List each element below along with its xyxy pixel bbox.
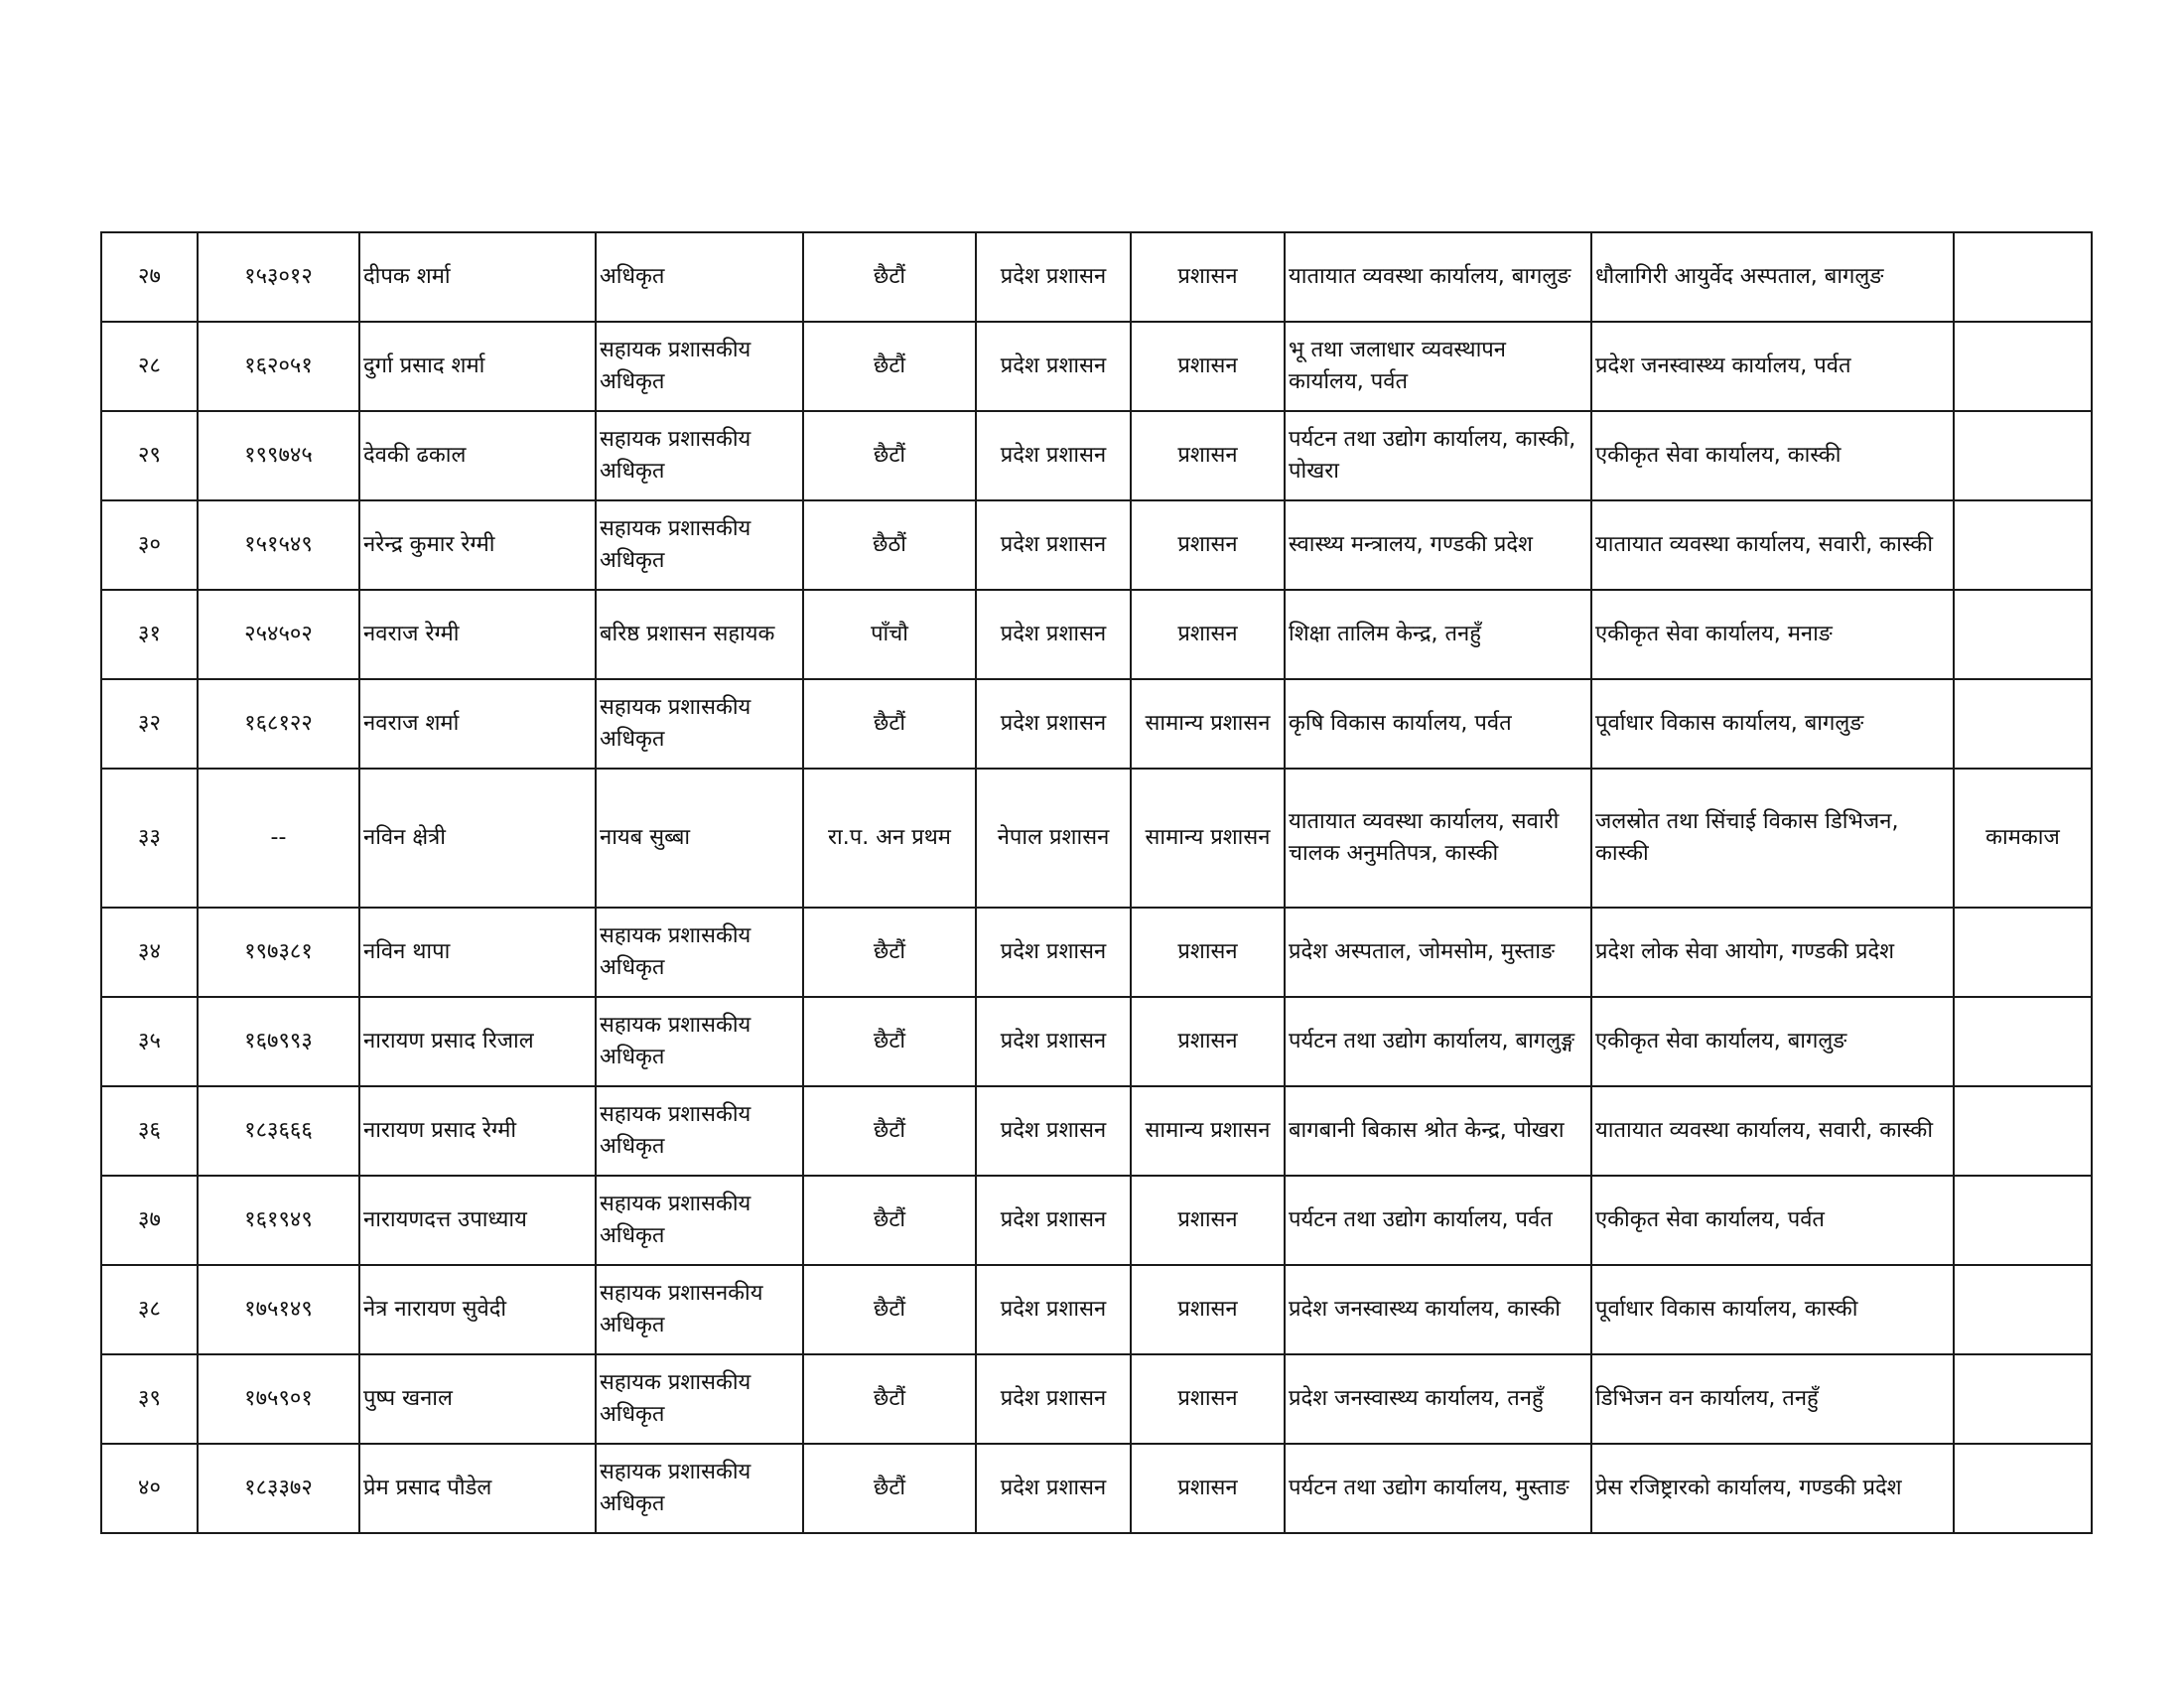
service-cell: प्रदेश प्रशासन [976, 322, 1131, 411]
remarks-cell [1954, 908, 2092, 997]
remarks-cell [1954, 1444, 2092, 1533]
name-cell: नवराज शर्मा [359, 679, 596, 769]
name-cell: नेत्र नारायण सुवेदी [359, 1265, 596, 1354]
level-cell: पाँचौ [803, 590, 976, 679]
current-office-cell: बागबानी बिकास श्रोत केन्द्र, पोखरा [1285, 1086, 1591, 1176]
code-cell: १८३६६६ [198, 1086, 359, 1176]
name-cell: दुर्गा प्रसाद शर्मा [359, 322, 596, 411]
post-cell: सहायक प्रशासकीय अधिकृत [596, 500, 803, 590]
table-row [101, 1354, 2092, 1444]
group-cell: प्रशासन [1131, 232, 1285, 322]
serial-cell: ३० [101, 500, 198, 590]
current-office-cell: पर्यटन तथा उद्योग कार्यालय, बागलुङ्ग [1285, 997, 1591, 1086]
serial-cell: ३६ [101, 1086, 198, 1176]
remarks-cell [1954, 1265, 2092, 1354]
remarks-cell [1954, 232, 2092, 322]
table-row [101, 232, 2092, 322]
group-cell: प्रशासन [1131, 1444, 1285, 1533]
remarks-cell [1954, 590, 2092, 679]
table-row [101, 322, 2092, 411]
level-cell: छैटौं [803, 908, 976, 997]
service-cell: प्रदेश प्रशासन [976, 500, 1131, 590]
current-office-cell: प्रदेश जनस्वास्थ्य कार्यालय, तनहुँ [1285, 1354, 1591, 1444]
service-cell: प्रदेश प्रशासन [976, 411, 1131, 500]
group-cell: प्रशासन [1131, 590, 1285, 679]
code-cell: १५१५४९ [198, 500, 359, 590]
level-cell: छैटौं [803, 1176, 976, 1265]
transfer-table [100, 231, 2093, 1534]
name-cell: नारायण प्रसाद रेग्मी [359, 1086, 596, 1176]
new-office-cell: पूर्वाधार विकास कार्यालय, बागलुङ [1591, 679, 1954, 769]
post-cell: बरिष्ठ प्रशासन सहायक [596, 590, 803, 679]
post-cell: सहायक प्रशासकीय अधिकृत [596, 1444, 803, 1533]
new-office-cell: प्रदेश लोक सेवा आयोग, गण्डकी प्रदेश [1591, 908, 1954, 997]
group-cell: प्रशासन [1131, 322, 1285, 411]
group-cell: प्रशासन [1131, 1354, 1285, 1444]
serial-cell: ३१ [101, 590, 198, 679]
name-cell: पुष्प खनाल [359, 1354, 596, 1444]
remarks-cell [1954, 411, 2092, 500]
group-cell: प्रशासन [1131, 997, 1285, 1086]
current-office-cell: प्रदेश जनस्वास्थ्य कार्यालय, कास्की [1285, 1265, 1591, 1354]
service-cell: प्रदेश प्रशासन [976, 1354, 1131, 1444]
new-office-cell: डिभिजन वन कार्यालय, तनहुँ [1591, 1354, 1954, 1444]
level-cell: छैटौं [803, 322, 976, 411]
table-row [101, 679, 2092, 769]
serial-cell: ३८ [101, 1265, 198, 1354]
name-cell: नारायणदत्त उपाध्याय [359, 1176, 596, 1265]
current-office-cell: भू तथा जलाधार व्यवस्थापन कार्यालय, पर्वत [1285, 322, 1591, 411]
table-row [101, 908, 2092, 997]
serial-cell: ३९ [101, 1354, 198, 1444]
level-cell: छैटौं [803, 411, 976, 500]
new-office-cell: यातायात व्यवस्था कार्यालय, सवारी, कास्की [1591, 1086, 1954, 1176]
group-cell: प्रशासन [1131, 411, 1285, 500]
table-row [101, 997, 2092, 1086]
remarks-cell [1954, 1176, 2092, 1265]
name-cell: दीपक शर्मा [359, 232, 596, 322]
remarks-cell [1954, 1086, 2092, 1176]
post-cell: सहायक प्रशासकीय अधिकृत [596, 411, 803, 500]
table-row [101, 590, 2092, 679]
serial-cell: २७ [101, 232, 198, 322]
service-cell: प्रदेश प्रशासन [976, 590, 1131, 679]
serial-cell: २८ [101, 322, 198, 411]
new-office-cell: यातायात व्यवस्था कार्यालय, सवारी, कास्की [1591, 500, 1954, 590]
serial-cell: ३५ [101, 997, 198, 1086]
new-office-cell: प्रेस रजिष्ट्रारको कार्यालय, गण्डकी प्रदेश [1591, 1444, 1954, 1533]
post-cell: सहायक प्रशासकीय अधिकृत [596, 1176, 803, 1265]
name-cell: नविन थापा [359, 908, 596, 997]
serial-cell: २९ [101, 411, 198, 500]
service-cell: प्रदेश प्रशासन [976, 232, 1131, 322]
post-cell: सहायक प्रशासकीय अधिकृत [596, 1086, 803, 1176]
service-cell: प्रदेश प्रशासन [976, 1265, 1131, 1354]
group-cell: सामान्य प्रशासन [1131, 679, 1285, 769]
current-office-cell: यातायात व्यवस्था कार्यालय, सवारी चालक अनुमतिपत्र, कास्की [1285, 769, 1591, 908]
service-cell: प्रदेश प्रशासन [976, 908, 1131, 997]
table-row [101, 769, 2092, 908]
remarks-cell [1954, 679, 2092, 769]
level-cell: छैटौं [803, 1354, 976, 1444]
new-office-cell: पूर्वाधार विकास कार्यालय, कास्की [1591, 1265, 1954, 1354]
new-office-cell: एकीकृत सेवा कार्यालय, मनाङ [1591, 590, 1954, 679]
serial-cell: ४० [101, 1444, 198, 1533]
post-cell: सहायक प्रशासनकीय अधिकृत [596, 1265, 803, 1354]
remarks-cell: कामकाज [1954, 769, 2092, 908]
code-cell: १७५१४९ [198, 1265, 359, 1354]
code-cell: १९७३८१ [198, 908, 359, 997]
remarks-cell [1954, 500, 2092, 590]
code-cell: -- [198, 769, 359, 908]
serial-cell: ३३ [101, 769, 198, 908]
service-cell: प्रदेश प्रशासन [976, 997, 1131, 1086]
table-row [101, 1086, 2092, 1176]
level-cell: रा.प. अन प्रथम [803, 769, 976, 908]
group-cell: प्रशासन [1131, 1176, 1285, 1265]
service-cell: नेपाल प्रशासन [976, 769, 1131, 908]
name-cell: प्रेम प्रसाद पौडेल [359, 1444, 596, 1533]
code-cell: १६७९९३ [198, 997, 359, 1086]
group-cell: प्रशासन [1131, 1265, 1285, 1354]
group-cell: सामान्य प्रशासन [1131, 769, 1285, 908]
name-cell: देवकी ढकाल [359, 411, 596, 500]
code-cell: २५४५०२ [198, 590, 359, 679]
post-cell: सहायक प्रशासकीय अधिकृत [596, 997, 803, 1086]
new-office-cell: एकीकृत सेवा कार्यालय, कास्की [1591, 411, 1954, 500]
remarks-cell [1954, 997, 2092, 1086]
table-row [101, 500, 2092, 590]
current-office-cell: पर्यटन तथा उद्योग कार्यालय, कास्की, पोखरा [1285, 411, 1591, 500]
level-cell: छैठौं [803, 500, 976, 590]
post-cell: सहायक प्रशासकीय अधिकृत [596, 679, 803, 769]
post-cell: नायब सुब्बा [596, 769, 803, 908]
code-cell: १९९७४५ [198, 411, 359, 500]
post-cell: अधिकृत [596, 232, 803, 322]
table-row [101, 1444, 2092, 1533]
remarks-cell [1954, 322, 2092, 411]
current-office-cell: कृषि विकास कार्यालय, पर्वत [1285, 679, 1591, 769]
code-cell: १७५९०१ [198, 1354, 359, 1444]
current-office-cell: पर्यटन तथा उद्योग कार्यालय, पर्वत [1285, 1176, 1591, 1265]
current-office-cell: पर्यटन तथा उद्योग कार्यालय, मुस्ताङ [1285, 1444, 1591, 1533]
service-cell: प्रदेश प्रशासन [976, 1176, 1131, 1265]
new-office-cell: प्रदेश जनस्वास्थ्य कार्यालय, पर्वत [1591, 322, 1954, 411]
name-cell: नरेन्द्र कुमार रेग्मी [359, 500, 596, 590]
new-office-cell: जलस्रोत तथा सिंचाई विकास डिभिजन, कास्की [1591, 769, 1954, 908]
level-cell: छैटौं [803, 1086, 976, 1176]
group-cell: प्रशासन [1131, 908, 1285, 997]
code-cell: १८३३७२ [198, 1444, 359, 1533]
post-cell: सहायक प्रशासकीय अधिकृत [596, 1354, 803, 1444]
service-cell: प्रदेश प्रशासन [976, 679, 1131, 769]
table-row [101, 1265, 2092, 1354]
name-cell: नारायण प्रसाद रिजाल [359, 997, 596, 1086]
table-body [101, 232, 2092, 1533]
code-cell: १६८१२२ [198, 679, 359, 769]
new-office-cell: धौलागिरी आयुर्वेद अस्पताल, बागलुङ [1591, 232, 1954, 322]
table-row [101, 1176, 2092, 1265]
current-office-cell: यातायात व्यवस्था कार्यालय, बागलुङ [1285, 232, 1591, 322]
current-office-cell: शिक्षा तालिम केन्द्र, तनहुँ [1285, 590, 1591, 679]
new-office-cell: एकीकृत सेवा कार्यालय, बागलुङ [1591, 997, 1954, 1086]
level-cell: छैटौं [803, 1265, 976, 1354]
post-cell: सहायक प्रशासकीय अधिकृत [596, 908, 803, 997]
new-office-cell: एकीकृत सेवा कार्यालय, पर्वत [1591, 1176, 1954, 1265]
serial-cell: ३४ [101, 908, 198, 997]
code-cell: १५३०१२ [198, 232, 359, 322]
level-cell: छैटौं [803, 679, 976, 769]
current-office-cell: स्वास्थ्य मन्त्रालय, गण्डकी प्रदेश [1285, 500, 1591, 590]
level-cell: छैटौं [803, 1444, 976, 1533]
code-cell: १६२०५१ [198, 322, 359, 411]
group-cell: प्रशासन [1131, 500, 1285, 590]
table-row [101, 411, 2092, 500]
level-cell: छैटौं [803, 997, 976, 1086]
service-cell: प्रदेश प्रशासन [976, 1444, 1131, 1533]
current-office-cell: प्रदेश अस्पताल, जोमसोम, मुस्ताङ [1285, 908, 1591, 997]
group-cell: सामान्य प्रशासन [1131, 1086, 1285, 1176]
remarks-cell [1954, 1354, 2092, 1444]
serial-cell: ३२ [101, 679, 198, 769]
post-cell: सहायक प्रशासकीय अधिकृत [596, 322, 803, 411]
name-cell: नविन क्षेत्री [359, 769, 596, 908]
level-cell: छैटौं [803, 232, 976, 322]
name-cell: नवराज रेग्मी [359, 590, 596, 679]
service-cell: प्रदेश प्रशासन [976, 1086, 1131, 1176]
serial-cell: ३७ [101, 1176, 198, 1265]
code-cell: १६१९४९ [198, 1176, 359, 1265]
